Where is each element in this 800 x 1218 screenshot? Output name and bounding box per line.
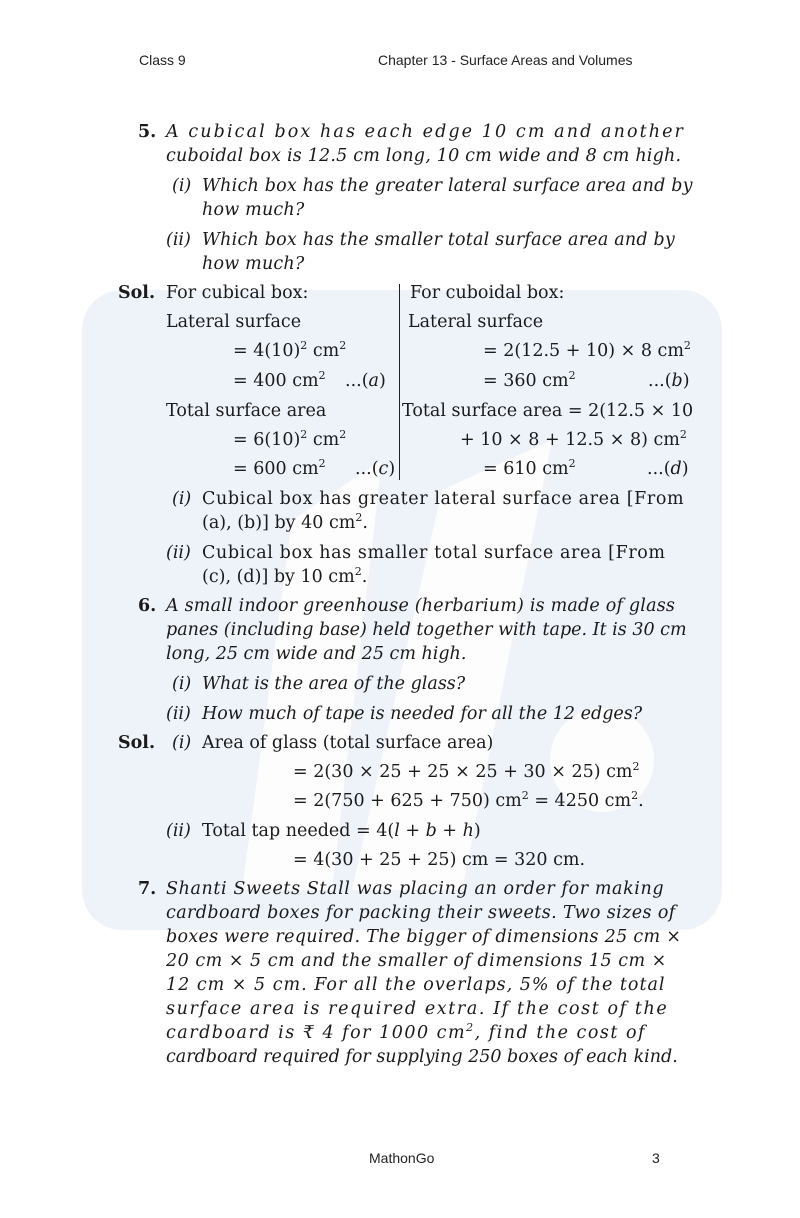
- page-number: 3: [652, 1150, 660, 1166]
- sol5-answer1-line2: (a), (b)] by 40 $cm^2$.: [202, 511, 368, 533]
- cuboid-total-result: = 610 $cm^2$: [483, 457, 576, 479]
- q5-part1-mark: (i): [172, 176, 192, 196]
- q7-line4: 20 cm × 5 cm and the smaller of dimensions 15 cm ×: [166, 951, 667, 971]
- cube-total-label: Total surface area: [166, 401, 327, 421]
- q6-line1: A small indoor greenhouse (herbarium) is made of glass: [166, 596, 676, 616]
- q7-line6: surface area is required extra. If the cost of the: [166, 999, 669, 1019]
- sol6-answer1-result: = 2(750 + 625 + 750) $cm^2 = 4250$ $cm^2$.: [293, 789, 644, 811]
- q5-line1: A cubical box has each edge 10 cm and another: [166, 122, 686, 142]
- sol6-answer2-result: = 4(30 + 25 + 25) cm = 320 cm.: [293, 850, 586, 870]
- sol6-answer1-mark: (i): [172, 733, 192, 753]
- q7-line3: boxes were required. The bigger of dimensions 25 cm ×: [166, 927, 682, 947]
- q5-part1-line2: how much?: [202, 200, 305, 220]
- sol5-label: Sol.: [118, 283, 156, 303]
- cuboid-total-formula: + 10 × 8 + 12.5 × 8) $cm^2$: [460, 428, 687, 450]
- cuboid-lateral-label: Lateral surface: [408, 312, 544, 332]
- ref-b: ...(b): [648, 371, 690, 391]
- q7-number: 7.: [138, 879, 157, 899]
- cuboid-lateral-formula: = 2(12.5 + 10) × 8 $cm^2$: [483, 339, 691, 361]
- chapter-title: Chapter 13 - Surface Areas and Volumes: [378, 52, 633, 68]
- q7-line7: cardboard is ₹ 4 for 1000 $cm^2$, find the cost of: [166, 1021, 646, 1043]
- q6-part1: What is the area of the glass?: [202, 674, 466, 694]
- q6-line3: long, 25 cm wide and 25 cm high.: [166, 644, 467, 664]
- q6-number: 6.: [138, 596, 157, 616]
- ref-d: ...(d): [647, 459, 689, 479]
- q5-number: 5.: [138, 122, 157, 142]
- sol6-answer2-mark: (ii): [166, 821, 191, 841]
- q6-part2-mark: (ii): [166, 704, 191, 724]
- sol5-answer2-line2: (c), (d)] by 10 $cm^2$.: [202, 565, 368, 587]
- q6-line2: panes (including base) held together with tape. It is 30 cm: [166, 620, 687, 640]
- ref-c: ...(c): [355, 459, 396, 479]
- cube-lateral-label: Lateral surface: [166, 312, 302, 332]
- sol6-answer1-title: Area of glass (total surface area): [202, 733, 494, 753]
- q5-part2-mark: (ii): [166, 230, 191, 250]
- cuboid-title: For cuboidal box:: [410, 283, 565, 303]
- class-label: Class 9: [139, 52, 186, 68]
- sol6-label: Sol.: [118, 733, 156, 753]
- sol5-answer2-mark: (ii): [166, 543, 191, 563]
- column-divider: [399, 284, 400, 480]
- q7-line2: cardboard boxes for packing their sweets. Two sizes of: [166, 903, 676, 923]
- q5-part1-line1: Which box has the greater lateral surface area and by: [202, 176, 693, 196]
- q6-part2: How much of tape is needed for all the 12 edges?: [202, 704, 643, 724]
- cube-lateral-formula: = $4(10)^2$ $cm^2$: [233, 339, 347, 361]
- cuboid-total-label: Total surface area = 2(12.5 × 10: [402, 401, 694, 421]
- q7-line5: 12 cm × 5 cm. For all the overlaps, 5% of the total: [166, 975, 666, 995]
- q6-part1-mark: (i): [172, 674, 192, 694]
- cube-lateral-result: = 400 $cm^2$: [233, 369, 326, 391]
- q5-part2-line1: Which box has the smaller total surface area and by: [202, 230, 675, 250]
- q5-line2: cuboidal box is 12.5 cm long, 10 cm wide and 8 cm high.: [166, 146, 682, 166]
- sol5-answer1-line1: Cubical box has greater lateral surface area [From: [202, 489, 685, 509]
- footer-brand: MathonGo: [369, 1150, 435, 1166]
- sol6-answer2-title: Total tap needed = 4(l + b + h): [202, 821, 481, 841]
- cube-title: For cubical box:: [166, 283, 309, 303]
- q5-part2-line2: how much?: [202, 254, 305, 274]
- q7-line1: Shanti Sweets Stall was placing an order for making: [166, 879, 665, 899]
- cuboid-lateral-result: = 360 $cm^2$: [483, 369, 576, 391]
- ref-a: ...(a): [345, 371, 386, 391]
- sol5-answer1-mark: (i): [172, 489, 192, 509]
- q7-line8: cardboard required for supplying 250 boxes of each kind.: [166, 1047, 678, 1067]
- cube-total-result: = 600 $cm^2$: [233, 457, 326, 479]
- sol5-answer2-line1: Cubical box has smaller total surface area [From: [202, 543, 666, 563]
- cube-total-formula: = $6(10)^2$ $cm^2$: [233, 428, 347, 450]
- sol6-answer1-formula: = 2(30 × 25 + 25 × 25 + 30 × 25) $cm^2$: [293, 760, 640, 782]
